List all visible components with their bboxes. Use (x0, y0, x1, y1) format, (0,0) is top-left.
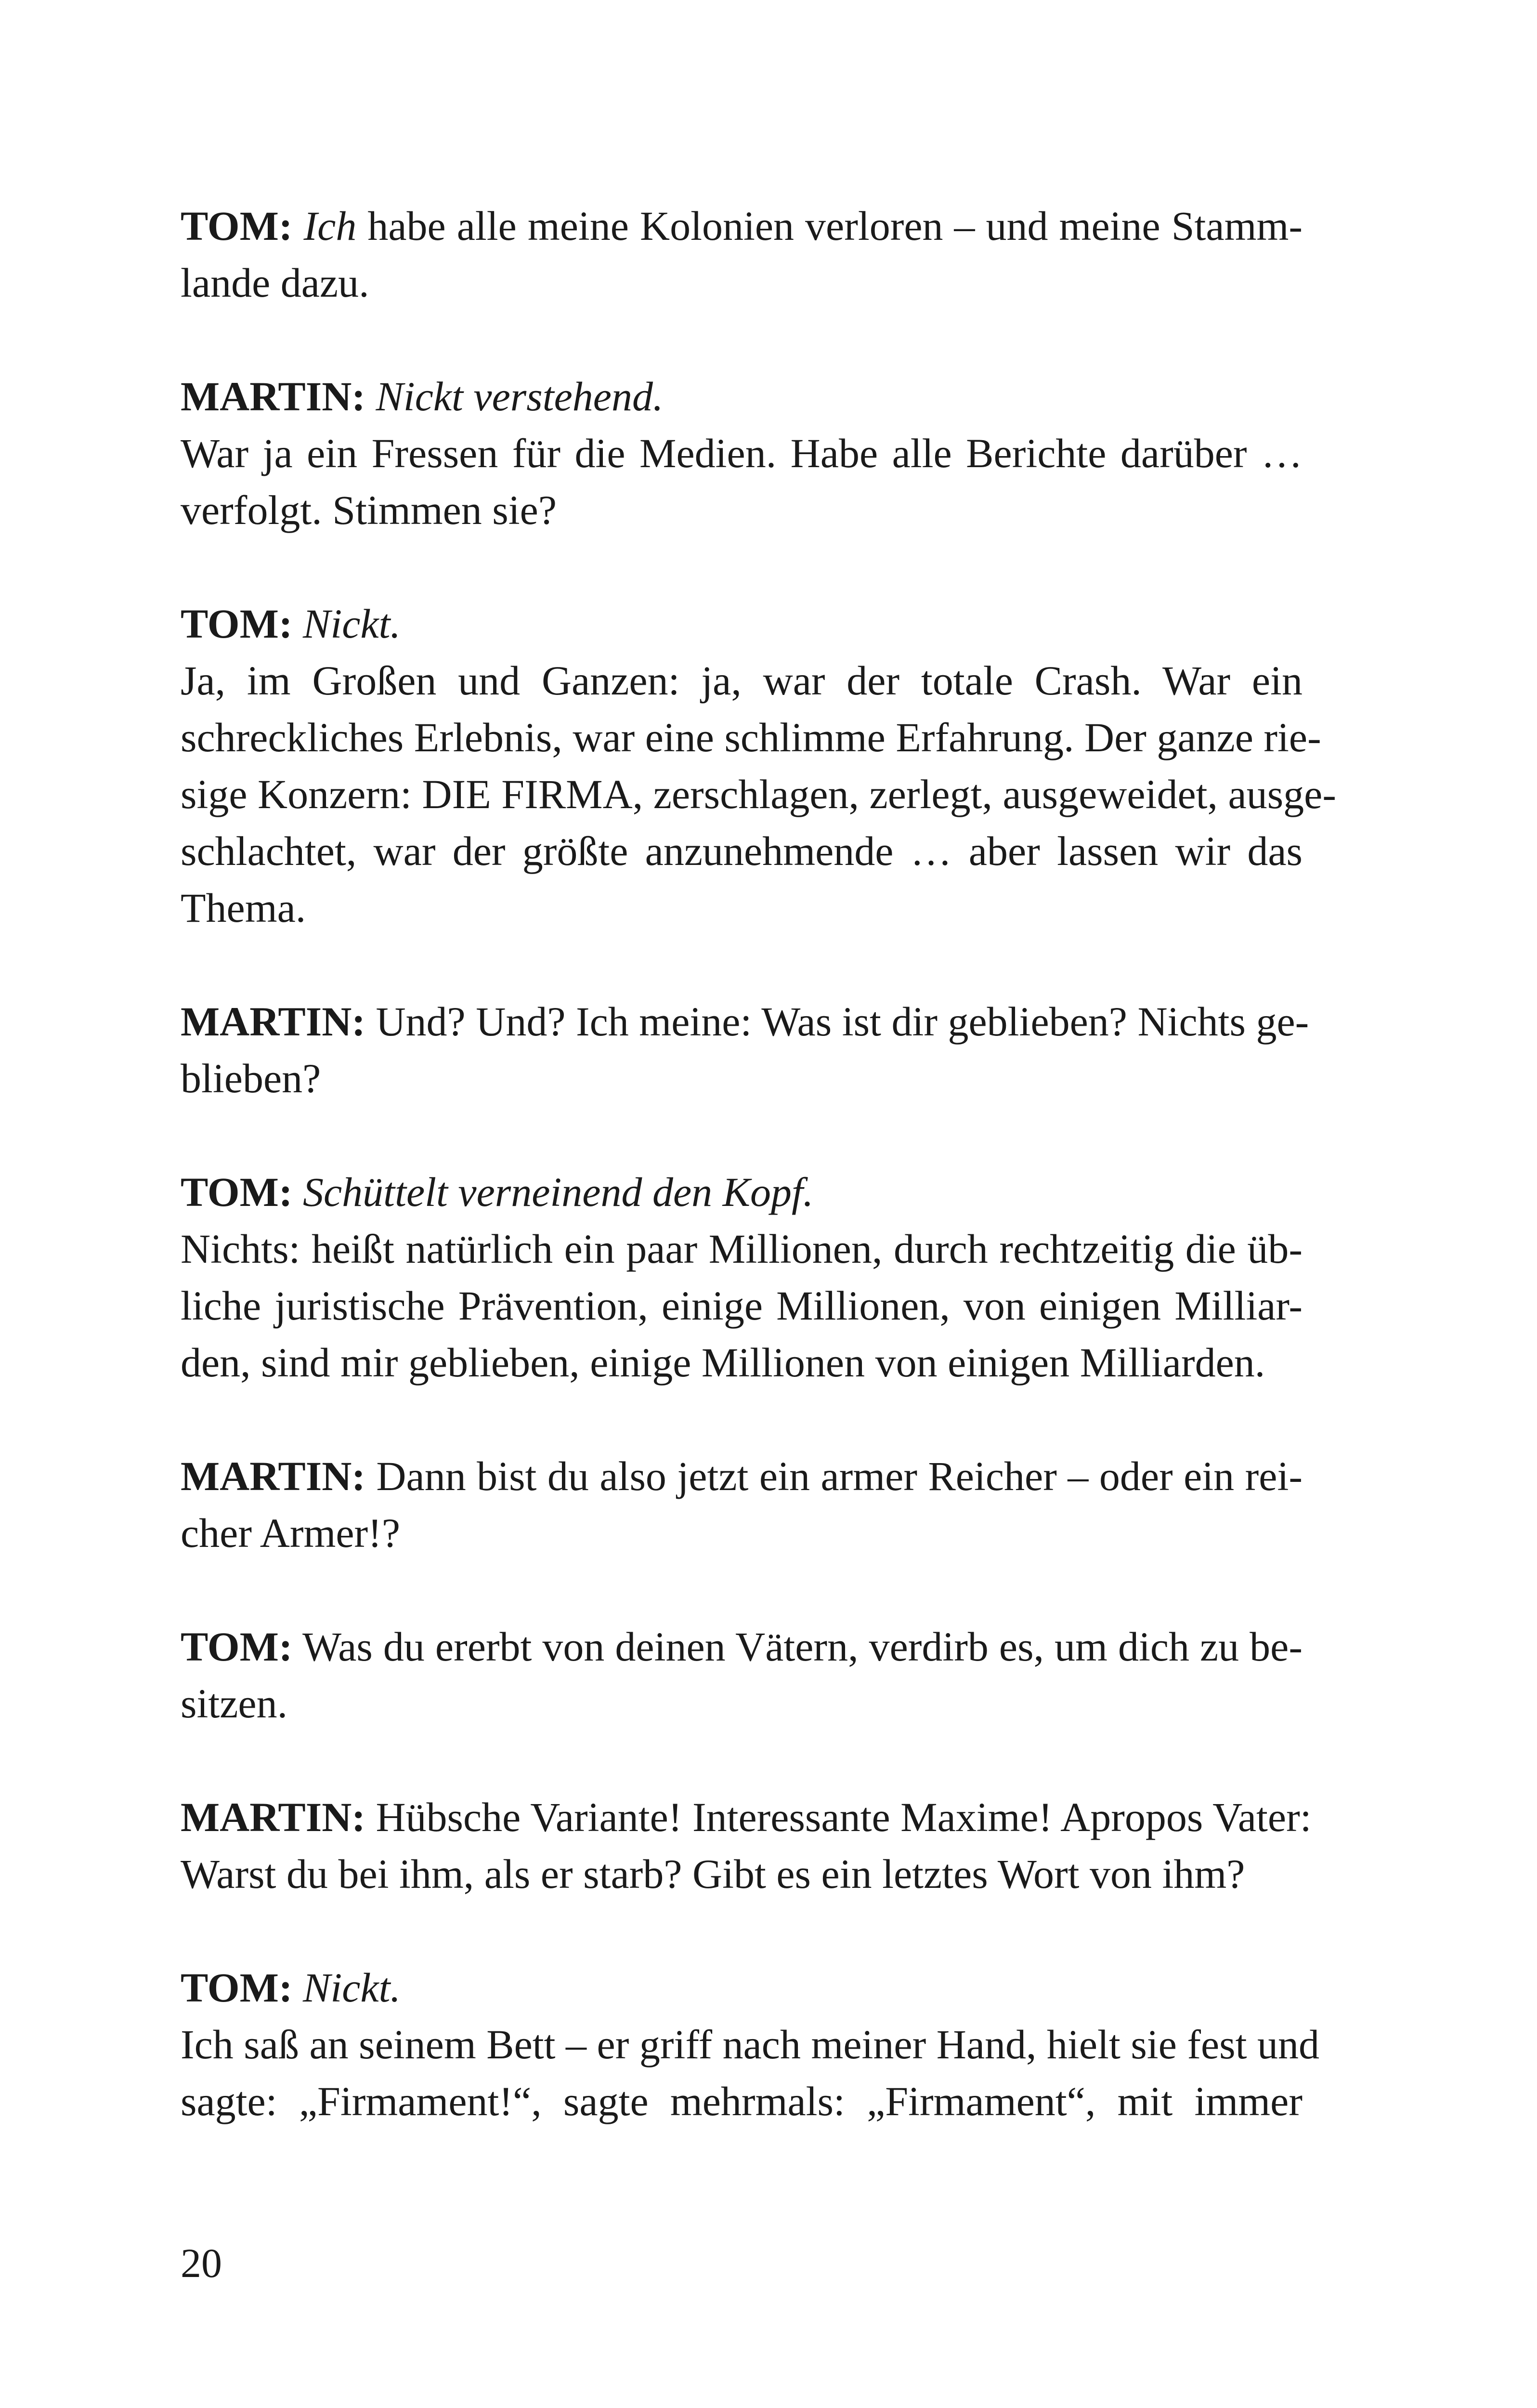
dialogue-block-tom (181, 1618, 1303, 1732)
stage-direction: Ich (303, 203, 357, 249)
text-line (181, 766, 1336, 823)
book-page-text (181, 197, 1336, 2186)
dialogue-text: Ich saß an seinem Bett – er griff nach meiner Hand, hielt sie fest und (181, 2021, 1320, 2068)
dialogue-block-martin (181, 368, 1303, 538)
text-line (181, 993, 1309, 1050)
dialogue-text: War ja ein Fressen für die Medien. Habe alle Berichte darüber … (181, 430, 1303, 476)
dialogue-text: habe alle meine Kolonien verloren – und meine Stamm- (356, 203, 1303, 249)
dialogue-text: Was du ererbt von deinen Vätern, verdirb es, um dich zu be- (302, 1623, 1303, 1670)
speaker-name: TOM: (181, 1623, 293, 1670)
text-line (181, 2073, 1303, 2130)
text-line (181, 368, 1303, 425)
speaker-name: MARTIN: (181, 1794, 365, 1840)
text-line (181, 1675, 1303, 1732)
dialogue-text: schreckliches Erlebnis, war eine schlimme Erfahrung. Der ganze rie- (181, 714, 1321, 760)
text-line (181, 425, 1303, 482)
text-line (181, 1220, 1303, 1277)
stage-direction: Nickt. (303, 1964, 401, 2011)
text-line (181, 1334, 1303, 1391)
dialogue-block-martin (181, 1448, 1303, 1561)
text-line (181, 709, 1321, 766)
dialogue-text: sagte: „Firmament!“, sagte mehrmals: „Firmament“, mit immer (181, 2078, 1303, 2124)
dialogue-text: Nichts: heißt natürlich ein paar Millionen, durch rechtzeitig die üb- (181, 1226, 1303, 1272)
dialogue-block-tom (181, 1164, 1303, 1391)
dialogue-block-martin (181, 993, 1309, 1107)
dialogue-block-martin (181, 1789, 1312, 1902)
dialogue-block-tom (181, 1959, 1320, 2130)
text-line (181, 1505, 1303, 1561)
speaker-name: MARTIN: (181, 1453, 365, 1499)
text-line (181, 1845, 1303, 1902)
dialogue-text: Und? Und? Ich meine: Was ist dir geblieben? Nichts ge- (376, 998, 1309, 1045)
dialogue-text: blieben? (181, 1055, 321, 1101)
dialogue-text: Warst du bei ihm, als er starb? Gibt es ein letztes Wort von ihm? (181, 1851, 1245, 1897)
text-line (181, 2016, 1320, 2073)
dialogue-text: schlachtet, war der größte anzunehmende … aber lassen wir das (181, 828, 1303, 874)
speaker-name: MARTIN: (181, 373, 365, 419)
speaker-name: MARTIN: (181, 998, 365, 1045)
stage-direction: Nickt. (303, 601, 401, 647)
text-line (181, 1050, 1303, 1107)
speaker-name: TOM: (181, 601, 293, 647)
text-line (181, 197, 1303, 254)
dialogue-text: verfolgt. Stimmen sie? (181, 487, 557, 533)
text-line (181, 1164, 1303, 1220)
text-line (181, 1277, 1303, 1334)
text-line (181, 1959, 1303, 2016)
dialogue-text: Thema. (181, 885, 306, 931)
text-line (181, 254, 1303, 311)
speaker-name: TOM: (181, 1964, 293, 2011)
dialogue-text: Hübsche Variante! Interessante Maxime! Apropos Vater: (376, 1794, 1312, 1840)
dialogue-text: den, sind mir geblieben, einige Millionen von einigen Milliarden. (181, 1339, 1265, 1386)
dialogue-text: Dann bist du also jetzt ein armer Reicher – oder ein rei- (376, 1453, 1303, 1499)
dialogue-text: sige Konzern: DIE FIRMA, zerschlagen, zerlegt, ausgeweidet, ausge- (181, 771, 1336, 817)
text-line (181, 1789, 1312, 1845)
text-line (181, 482, 1303, 538)
text-line (181, 1618, 1303, 1675)
page-number: 20 (181, 2240, 222, 2286)
dialogue-text: lande dazu. (181, 260, 369, 306)
text-line (181, 1448, 1303, 1505)
dialogue-block-tom (181, 595, 1336, 936)
text-line (181, 823, 1303, 879)
text-line (181, 652, 1303, 709)
speaker-name: TOM: (181, 1169, 293, 1215)
text-line (181, 595, 1303, 652)
text-line (181, 879, 1303, 936)
speaker-name: TOM: (181, 203, 293, 249)
dialogue-text: sitzen. (181, 1680, 288, 1727)
dialogue-text: cher Armer!? (181, 1510, 400, 1556)
stage-direction: Schüttelt verneinend den Kopf. (303, 1169, 814, 1215)
dialogue-text: liche juristische Prävention, einige Millionen, von einigen Milliar- (181, 1283, 1303, 1329)
stage-direction: Nickt verstehend. (376, 373, 664, 419)
dialogue-block-tom (181, 197, 1303, 311)
dialogue-text: Ja, im Großen und Ganzen: ja, war der totale Crash. War ein (181, 657, 1303, 704)
